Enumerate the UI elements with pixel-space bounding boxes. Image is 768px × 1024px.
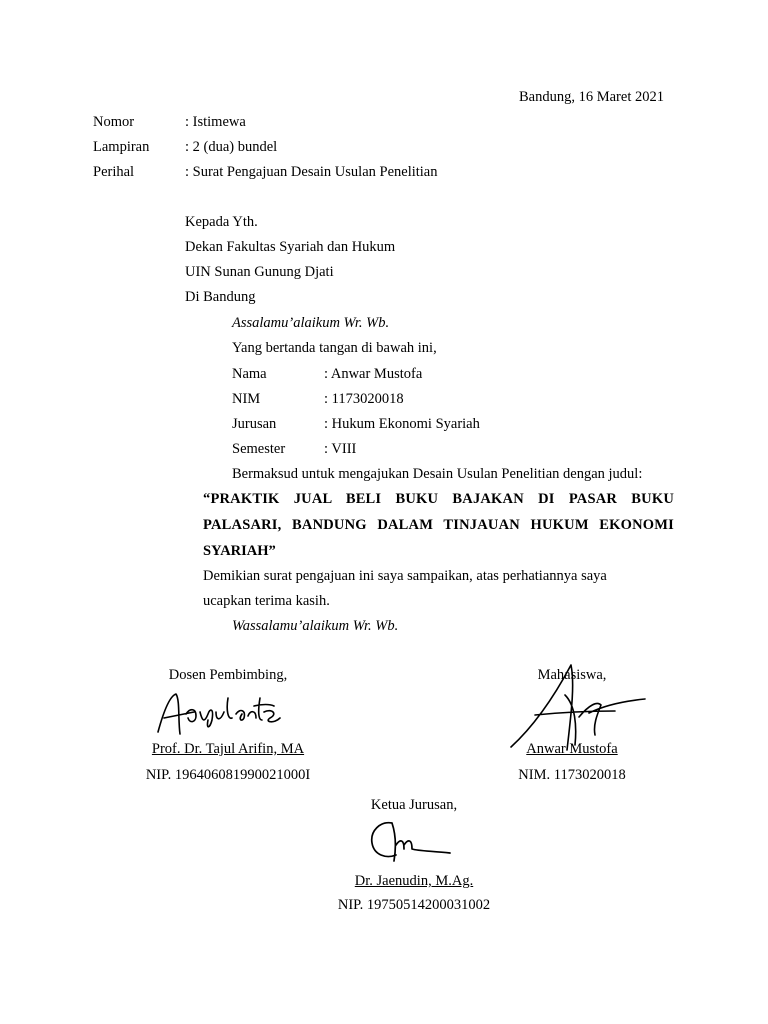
field-label-semester: Semester	[232, 441, 286, 457]
student-name: Anwar Mustofa	[526, 741, 618, 757]
research-title-line-3: SYARIAH”	[203, 543, 276, 559]
head-of-department-nip: NIP. 19750514200031002	[337, 897, 491, 913]
head-of-department-role: Ketua Jurusan,	[370, 797, 458, 813]
nomor-label: Nomor	[93, 114, 135, 130]
field-value-nim: : 1173020018	[324, 391, 404, 407]
purpose-text: Bermaksud untuk mengajukan Desain Usulan Penelitian dengan judul:	[232, 466, 643, 482]
supervisor-name: Prof. Dr. Tajul Arifin, MA	[151, 741, 305, 757]
supervisor-signature-icon	[150, 690, 290, 740]
field-label-nim: NIM	[232, 391, 261, 407]
field-value-semester: : VIII	[324, 441, 357, 457]
research-title-line-2: PALASARI, BANDUNG DALAM TINJAUAN HUKUM EKONOMI	[203, 517, 674, 533]
supervisor-nip: NIP. 196406081990021000I	[145, 767, 311, 783]
student-nim: NIM. 1173020018	[518, 767, 626, 783]
intro-text: Yang bertanda tangan di bawah ini,	[232, 340, 437, 356]
field-value-nama: : Anwar Mustofa	[324, 366, 423, 382]
student-role: Mahasiswa,	[537, 667, 607, 683]
closing-line-1: Demikian surat pengajuan ini saya sampaikan, atas perhatiannya saya	[203, 568, 607, 584]
head-of-department-signature-icon	[362, 815, 462, 865]
closing-line-2: ucapkan terima kasih.	[203, 593, 330, 609]
recipient-line-1: Kepada Yth.	[185, 214, 258, 230]
field-label-jurusan: Jurusan	[232, 416, 277, 432]
supervisor-role: Dosen Pembimbing,	[168, 667, 288, 683]
nomor-value: : Istimewa	[185, 114, 246, 130]
recipient-line-3: UIN Sunan Gunung Djati	[185, 264, 334, 280]
lampiran-value: : 2 (dua) bundel	[185, 139, 278, 155]
greeting: Assalamu’alaikum Wr. Wb.	[232, 315, 390, 331]
farewell: Wassalamu’alaikum Wr. Wb.	[232, 618, 399, 634]
head-of-department-name: Dr. Jaenudin, M.Ag.	[354, 873, 474, 889]
recipient-line-2: Dekan Fakultas Syariah dan Hukum	[185, 239, 396, 255]
research-title-line-1: “PRAKTIK JUAL BELI BUKU BAJAKAN DI PASAR BUKU	[203, 491, 674, 507]
perihal-label: Perihal	[93, 164, 135, 180]
field-label-nama: Nama	[232, 366, 267, 382]
recipient-line-4: Di Bandung	[185, 289, 256, 305]
perihal-value: : Surat Pengajuan Desain Usulan Penelitian	[185, 164, 438, 180]
letter-date: Bandung, 16 Maret 2021	[519, 89, 664, 105]
field-value-jurusan: : Hukum Ekonomi Syariah	[324, 416, 480, 432]
lampiran-label: Lampiran	[93, 139, 150, 155]
